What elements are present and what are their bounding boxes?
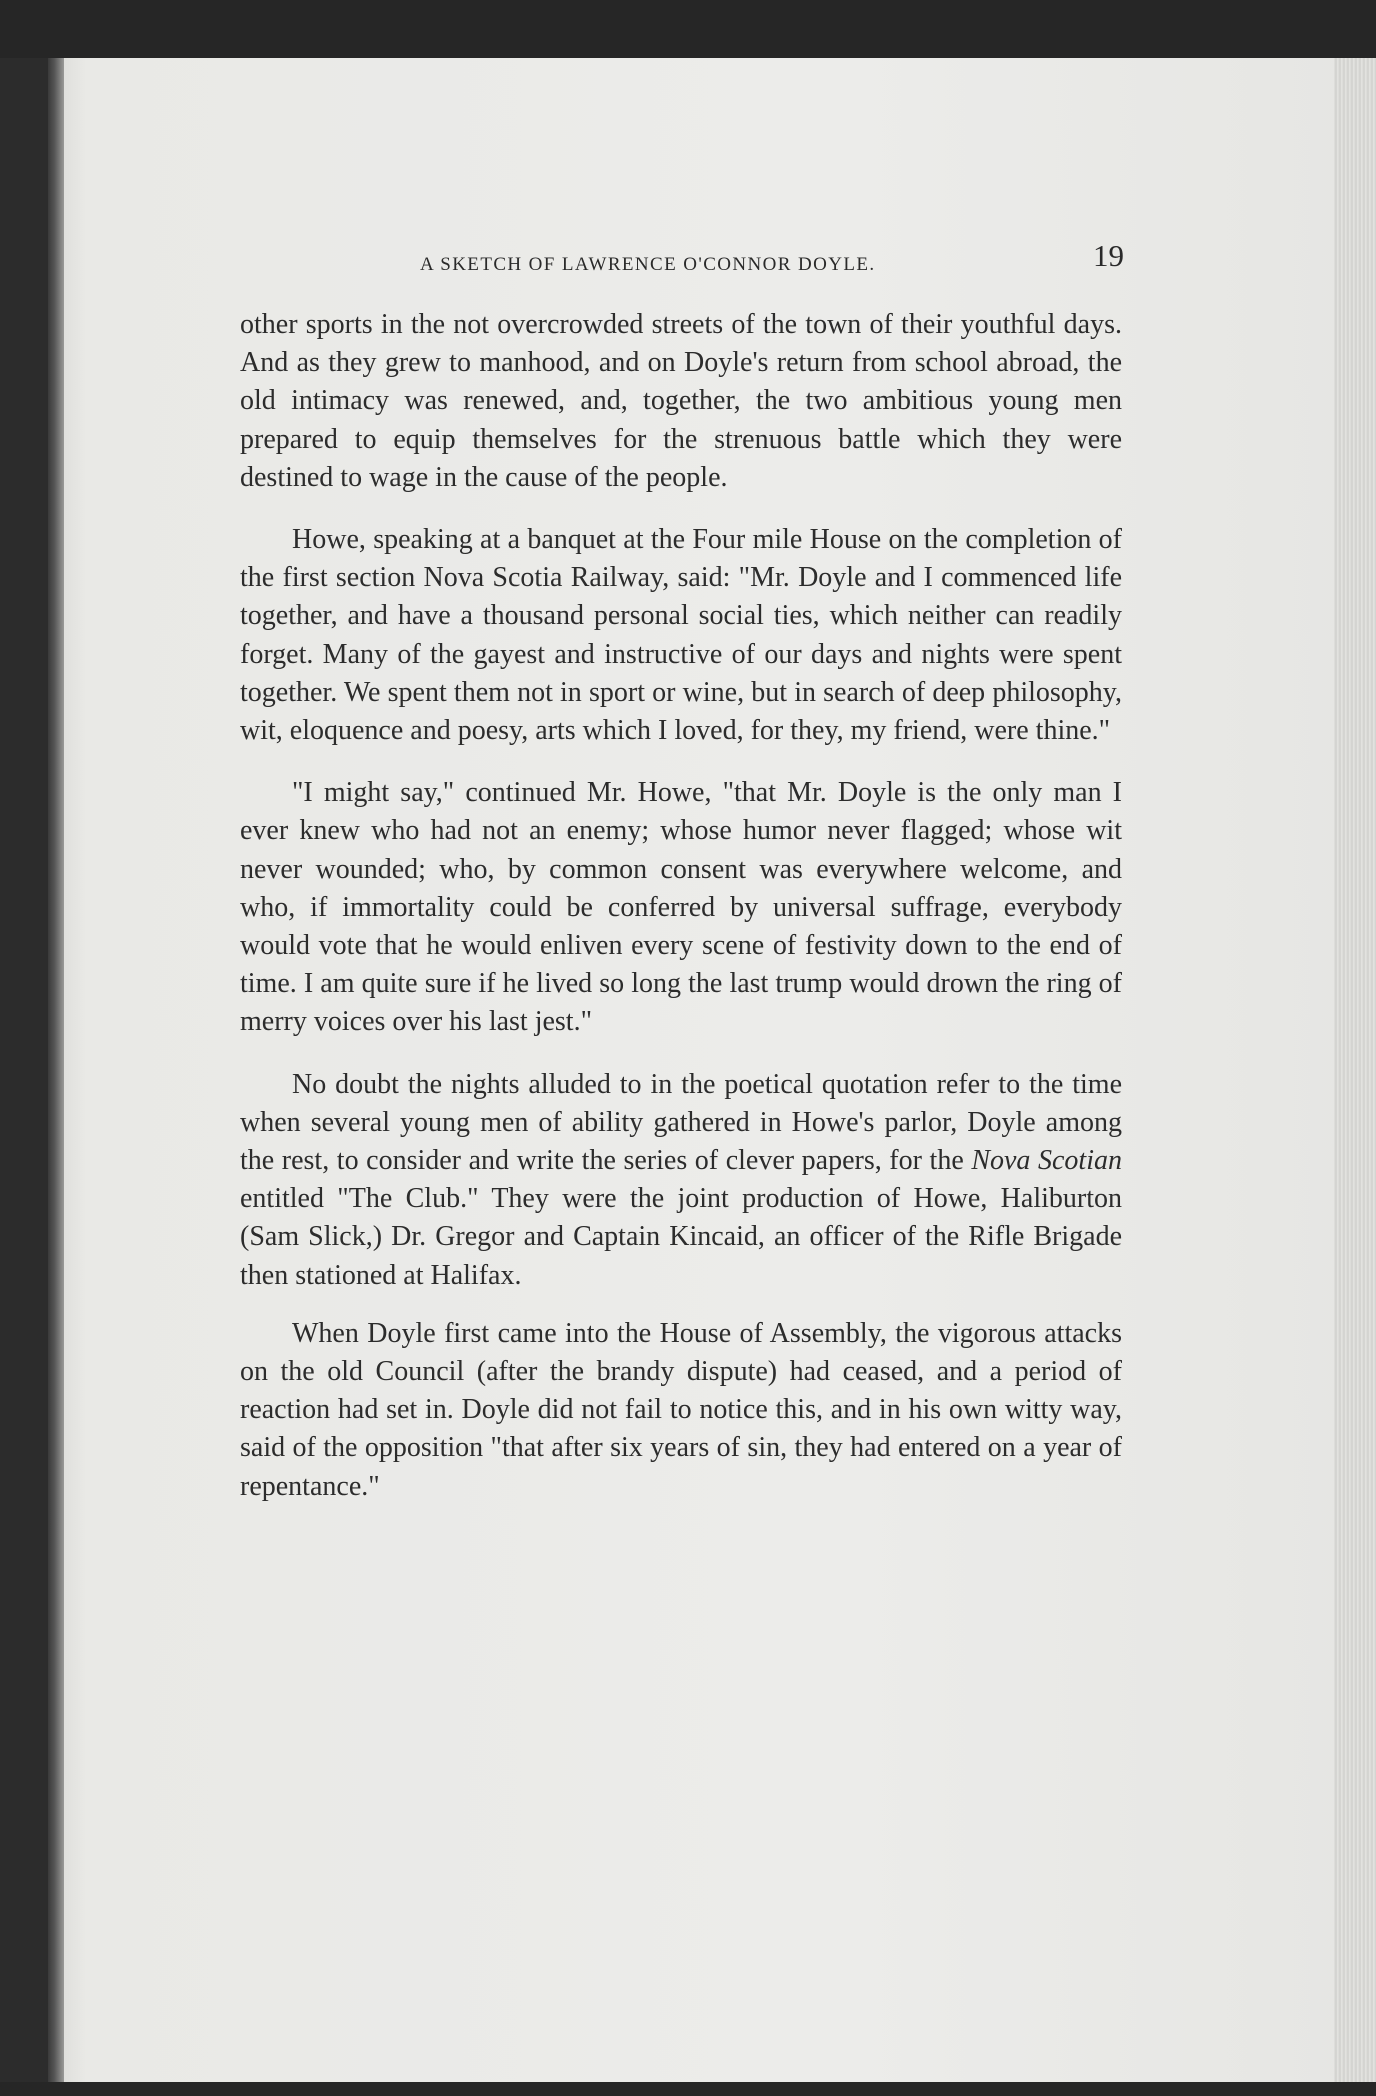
page-header: [420, 238, 1124, 288]
paragraph-3: "I might say," continued Mr. Howe, "that Mr. Doyle is the only man I ever knew who had not an enemy; whose humor never flagged; whose wit never wounded; who, by common consent was everywhere welcome, and who, if immortality could be conferred by universal suffrage, everybody would vote that he would enliven every scene of festivity down to the end of time. I am quite sure if he lived so long the last trump would drown the ring of merry voices over his last jest.": [240, 777, 1122, 1038]
page-number: 19: [1093, 238, 1124, 273]
scan-bottom-border: [0, 2082, 1376, 2096]
paragraph-2: Howe, speaking at a banquet at the Four mile House on the completion of the first section Nova Scotia Railway, said: "Mr. Doyle and I commenced life together, and have a thousand personal social ties, which neither can readily forget. Many of the gayest and instructive of our days and nights were spent together. We spent them not in sport or wine, but in search of deep philosophy, wit, eloquence and poesy, arts which I loved, for they, my friend, were thine.": [240, 524, 1122, 747]
paragraph-1: other sports in the not overcrowded streets of the town of their youthful days. And as they grew to manhood, and on Doyle's return from school abroad, the old intimacy was renewed, and, together, the two ambitious young men prepared to equip themselves for the strenuous battle which they were destined to wage in the cause of the people.: [240, 309, 1122, 493]
scan-top-border: [0, 0, 1376, 58]
paragraph-4: [240, 1066, 1122, 1295]
body-text: [240, 306, 1122, 1506]
italic-publication-title: Nova Scotian: [971, 1145, 1122, 1177]
paragraph-4-text-after: entitled "The Club." They were the joint production of Howe, Haliburton (Sam Slick,) Dr. Gregor and Captain Kincaid, an officer of the Rifle Brigade then stationed at Halifax.: [240, 1183, 1122, 1291]
page-edge-stack: [1334, 58, 1376, 2082]
book-spine-edge: [48, 58, 64, 2082]
running-title: A SKETCH OF LAWRENCE O'CONNOR DOYLE.: [420, 254, 876, 275]
paragraph-4-text-before: No doubt the nights alluded to in the poetical quotation refer to the time when several young men of ability gathered in Howe's parlor, Doyle among the rest, to consider and write the series of clever papers, for the: [240, 1068, 1122, 1177]
paragraph-5: When Doyle first came into the House of Assembly, the vigorous attacks on the old Council (after the brandy dispute) had ceased, and a period of reaction had set in. Doyle did not fail to notice this, and in his own witty way, said of the opposition "that after six years of sin, they had entered on a year of repentance.": [240, 1317, 1122, 1502]
